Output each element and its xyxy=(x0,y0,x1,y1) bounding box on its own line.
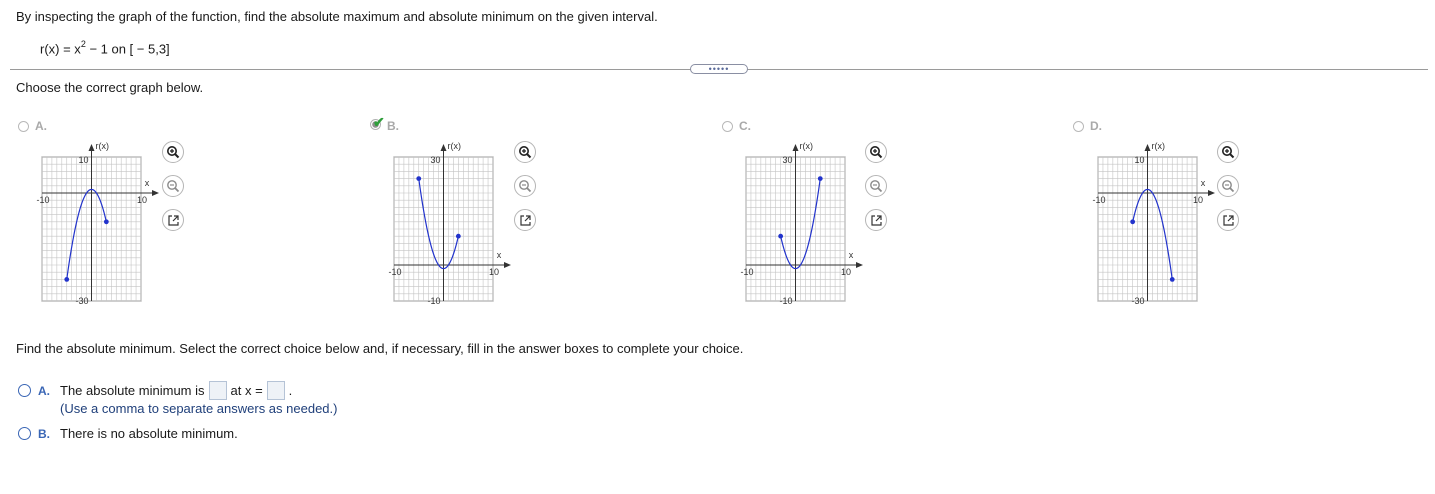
zoom-in-button[interactable] xyxy=(514,141,536,163)
open-new-window-button[interactable] xyxy=(162,209,184,231)
radio-d[interactable] xyxy=(1073,121,1084,132)
x-max-tick: 10 xyxy=(488,267,500,277)
y-max-tick: 30 xyxy=(430,155,441,165)
y-min-tick: -10 xyxy=(427,296,441,306)
zoom-in-icon xyxy=(518,145,532,159)
open-new-window-button[interactable] xyxy=(514,209,536,231)
open-new-window-icon xyxy=(167,214,180,227)
y-axis-label: r(x) xyxy=(799,141,813,151)
x-max-tick: 10 xyxy=(1192,195,1204,205)
zoom-in-button[interactable] xyxy=(865,141,887,163)
x-min-tick: -10 xyxy=(388,267,402,277)
zoom-out-icon xyxy=(518,179,532,193)
graph-d xyxy=(1086,140,1216,306)
answer-choice-b[interactable] xyxy=(18,426,238,441)
answer-choice-a[interactable] xyxy=(18,381,292,400)
function-interval: − 1 on [ − 5,3] xyxy=(85,41,170,57)
option-a[interactable] xyxy=(18,119,47,133)
open-new-window-button[interactable] xyxy=(865,209,887,231)
y-axis-label: r(x) xyxy=(1151,141,1165,151)
x-axis-label: x xyxy=(848,250,854,260)
zoom-out-icon xyxy=(869,179,883,193)
answer-radio-a[interactable] xyxy=(18,384,31,397)
answer-b-letter: B. xyxy=(38,426,50,441)
function-exponent: 2 xyxy=(80,39,86,49)
option-c-label: C. xyxy=(739,119,751,133)
option-b[interactable] xyxy=(370,114,399,133)
endpoint-left xyxy=(778,234,783,239)
option-c[interactable] xyxy=(722,119,751,133)
y-max-tick: 10 xyxy=(78,155,89,165)
zoom-out-icon xyxy=(1221,179,1235,193)
endpoint-left xyxy=(64,277,69,282)
endpoint-left xyxy=(1130,219,1135,224)
x-min-tick: -10 xyxy=(36,195,50,205)
checkmark-icon: ✔ xyxy=(373,114,385,130)
x-max-tick: 10 xyxy=(136,195,148,205)
zoom-in-button[interactable] xyxy=(162,141,184,163)
open-new-window-icon xyxy=(1222,214,1235,227)
x-min-tick: -10 xyxy=(1092,195,1106,205)
y-max-tick: 10 xyxy=(1134,155,1145,165)
endpoint-left xyxy=(416,176,421,181)
open-new-window-icon xyxy=(519,214,532,227)
x-value-input[interactable] xyxy=(267,381,285,400)
answer-radio-b[interactable] xyxy=(18,427,31,440)
zoom-out-button[interactable] xyxy=(514,175,536,197)
y-axis-label: r(x) xyxy=(447,141,461,151)
part2-prompt: Find the absolute minimum. Select the correct choice below and, if necessary, fill in the answer boxes to complete your choice. xyxy=(16,341,744,356)
zoom-in-icon xyxy=(166,145,180,159)
zoom-out-button[interactable] xyxy=(162,175,184,197)
endpoint-right xyxy=(104,219,109,224)
answer-a-period: . xyxy=(288,383,293,398)
radio-a[interactable] xyxy=(18,121,29,132)
zoom-out-icon xyxy=(166,179,180,193)
x-max-tick: 10 xyxy=(840,267,852,277)
option-a-label: A. xyxy=(35,119,47,133)
instruction-text: By inspecting the graph of the function, find the absolute maximum and absolute minimum on the given interval. xyxy=(16,9,658,24)
endpoint-right xyxy=(818,176,823,181)
answer-b-text: There is no absolute minimum. xyxy=(60,426,238,441)
graph-c xyxy=(734,140,864,306)
function-definition xyxy=(40,40,170,56)
open-new-window-button[interactable] xyxy=(1217,209,1239,231)
y-min-tick: -10 xyxy=(779,296,793,306)
answer-a-letter: A. xyxy=(38,383,50,398)
zoom-out-button[interactable] xyxy=(1217,175,1239,197)
endpoint-right xyxy=(456,234,461,239)
answer-a-text: The absolute minimum is xyxy=(60,383,205,398)
minimum-value-input[interactable] xyxy=(209,381,227,400)
option-d[interactable] xyxy=(1073,119,1102,133)
y-min-tick: -30 xyxy=(75,296,89,306)
y-axis-label: r(x) xyxy=(95,141,109,151)
x-axis-label: x xyxy=(1200,178,1206,188)
graph-a xyxy=(30,140,160,306)
part1-prompt: Choose the correct graph below. xyxy=(16,80,204,95)
x-axis-label: x xyxy=(496,250,502,260)
graph-b xyxy=(382,140,512,306)
function-base: r(x) = x xyxy=(40,41,81,57)
zoom-in-icon xyxy=(1221,145,1235,159)
radio-c[interactable] xyxy=(722,121,733,132)
zoom-in-button[interactable] xyxy=(1217,141,1239,163)
y-max-tick: 30 xyxy=(782,155,793,165)
option-b-label: B. xyxy=(387,119,399,133)
answer-a-at-text: at x = xyxy=(230,383,263,398)
answer-hint: (Use a comma to separate answers as needed.) xyxy=(60,401,338,416)
x-min-tick: -10 xyxy=(740,267,754,277)
endpoint-right xyxy=(1170,277,1175,282)
zoom-out-button[interactable] xyxy=(865,175,887,197)
y-min-tick: -30 xyxy=(1131,296,1145,306)
open-new-window-icon xyxy=(870,214,883,227)
expand-button[interactable]: ••••• xyxy=(690,64,748,74)
x-axis-label: x xyxy=(144,178,150,188)
zoom-in-icon xyxy=(869,145,883,159)
option-d-label: D. xyxy=(1090,119,1102,133)
